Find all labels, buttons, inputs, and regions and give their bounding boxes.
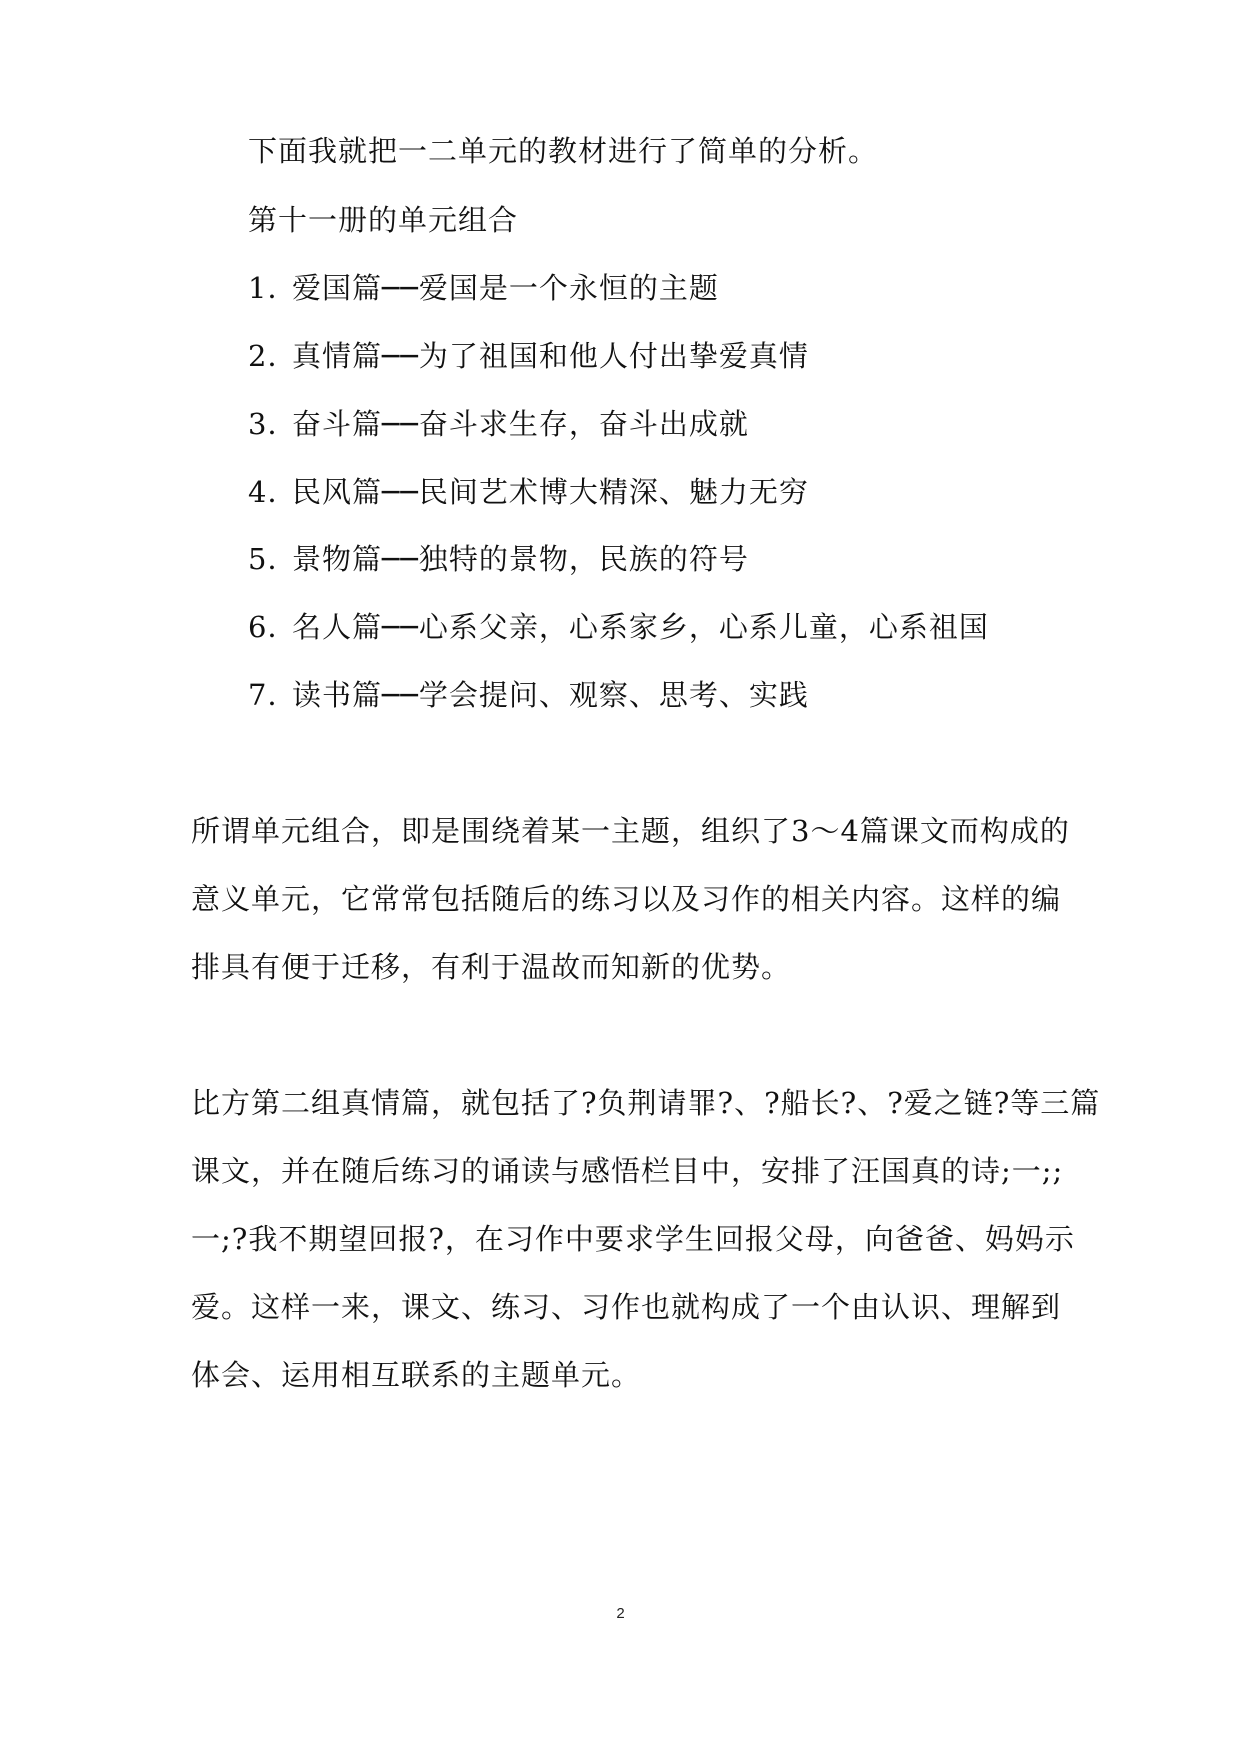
unit-list-item [248, 472, 809, 512]
unit-list-item [248, 675, 809, 715]
paragraph-line: 排具有便于迁移，有利于温故而知新的优势。 [191, 950, 792, 984]
unit-number: 5． [248, 542, 298, 576]
unit-text: 爱国篇──爱国是一个永恒的主题 [292, 271, 719, 305]
unit-text: 读书篇──学会提问、观察、思考、实践 [292, 678, 809, 712]
paragraph-line: 爱。这样一来，课文、练习、习作也就构成了一个由认识、理解到 [191, 1290, 1062, 1324]
paragraph-line: 所谓单元组合，即是围绕着某一主题，组织了3～4篇课文而构成的 [191, 814, 1070, 848]
unit-number: 4． [248, 475, 298, 509]
paragraph-line: 比方第二组真情篇，就包括了?负荆请罪?、?船长?、?爱之链?等三篇 [191, 1086, 1101, 1120]
paragraph-line: 意义单元，它常常包括随后的练习以及习作的相关内容。这样的编 [191, 882, 1062, 916]
paragraph-line: 体会、运用相互联系的主题单元。 [191, 1358, 642, 1392]
unit-list-item [248, 607, 989, 647]
paragraph-line: 课文，并在随后练习的诵读与感悟栏目中，安排了汪国真的诗;一;; [191, 1154, 1064, 1188]
page-number: 2 [616, 1605, 625, 1622]
unit-text: 奋斗篇──奋斗求生存，奋斗出成就 [292, 407, 749, 441]
unit-list-item [248, 336, 809, 376]
unit-list-item [248, 268, 719, 308]
unit-text: 景物篇──独特的景物，民族的符号 [292, 542, 749, 576]
paragraph-line: 一;?我不期望回报?，在习作中要求学生回报父母，向爸爸、妈妈示 [191, 1222, 1075, 1256]
unit-number: 2． [248, 339, 298, 373]
unit-number: 7． [248, 678, 298, 712]
unit-text: 名人篇──心系父亲，心系家乡，心系儿童，心系祖国 [292, 610, 989, 644]
unit-list-item [248, 404, 749, 444]
unit-list-item [248, 539, 749, 579]
unit-text: 民风篇──民间艺术博大精深、魅力无穷 [292, 475, 809, 509]
unit-combination-heading: 第十一册的单元组合 [248, 203, 519, 237]
unit-number: 1． [248, 271, 298, 305]
unit-number: 6． [248, 610, 298, 644]
unit-number: 3． [248, 407, 298, 441]
intro-sentence: 下面我就把一二单元的教材进行了简单的分析。 [248, 134, 879, 168]
unit-text: 真情篇──为了祖国和他人付出挚爱真情 [292, 339, 809, 373]
